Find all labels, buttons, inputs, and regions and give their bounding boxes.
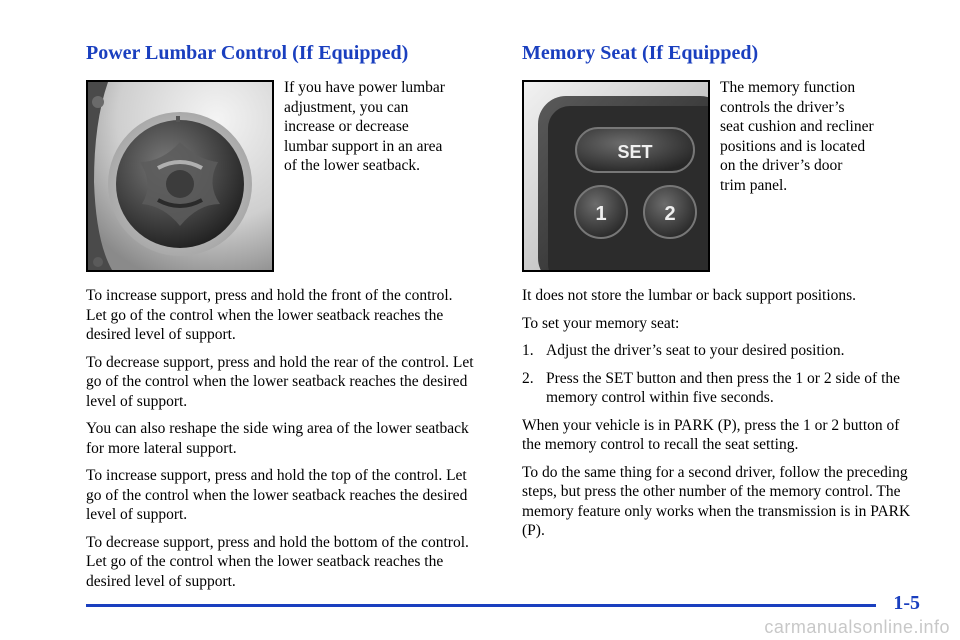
lumbar-caption: If you have power lumbar adjustment, you can increase or decrease lumbar support in an area of the lower seatback.: [284, 79, 445, 174]
memory-figure-row: [522, 80, 914, 272]
lumbar-control-image: [88, 82, 272, 270]
button-2-label: 2: [664, 203, 676, 225]
memory-control-photo: [522, 80, 710, 272]
lumbar-control-photo: [86, 80, 274, 272]
memory-instructions: [522, 286, 914, 541]
paragraph: To increase support, press and hold the top of the control. Let go of the control when the lower seatback reaches the desired level of support.: [86, 467, 468, 523]
lumbar-figure-row: [86, 80, 474, 272]
button-1-label: 1: [595, 203, 607, 225]
paragraph: To set your memory seat:: [522, 314, 680, 332]
memory-seat-heading: Memory Seat (If Equipped): [522, 42, 759, 64]
lumbar-instructions: [86, 286, 474, 591]
steps-list: [522, 341, 914, 408]
paragraph: To do the same thing for a second driver, follow the preceding steps, but press the other number of the memory control. The memory feature only works when the transmission is in PARK (P).: [522, 463, 911, 539]
memory-caption: The memory function controls the driver’s seat cushion and recliner positions and is located on the driver’s door trim panel.: [720, 79, 874, 194]
set-button-label: SET: [617, 142, 653, 162]
paragraph: You can also reshape the side wing area of the lower seatback for more lateral support.: [86, 420, 469, 457]
paragraph: When your vehicle is in PARK (P), press the 1 or 2 button of the memory control to recall the seat setting.: [522, 416, 900, 453]
paragraph: To decrease support, press and hold the rear of the control. Let go of the control when the lower seatback reaches the desired level of support.: [86, 353, 474, 410]
watermark: carmanualsonline.info: [764, 617, 950, 637]
left-column: [86, 40, 474, 599]
paragraph: To decrease support, press and hold the bottom of the control. Let go of the control when the lower seatback reaches the desired level of support.: [86, 533, 469, 590]
paragraph: It does not store the lumbar or back support positions.: [522, 287, 857, 304]
page-number: 1-5: [893, 592, 920, 614]
paragraph: To increase support, press and hold the front of the control. Let go of the control when the lower seatback reaches the desired level of support.: [86, 287, 453, 343]
memory-control-image: [524, 82, 708, 270]
power-lumbar-heading: Power Lumbar Control (If Equipped): [86, 42, 409, 64]
right-column: [522, 40, 914, 549]
list-item: 2. Press the SET button and then press the 1 or 2 side of the memory control within five seconds.: [522, 369, 901, 406]
footer-rule: [86, 604, 876, 607]
list-item: 1. Adjust the driver’s seat to your desired position.: [522, 342, 845, 359]
